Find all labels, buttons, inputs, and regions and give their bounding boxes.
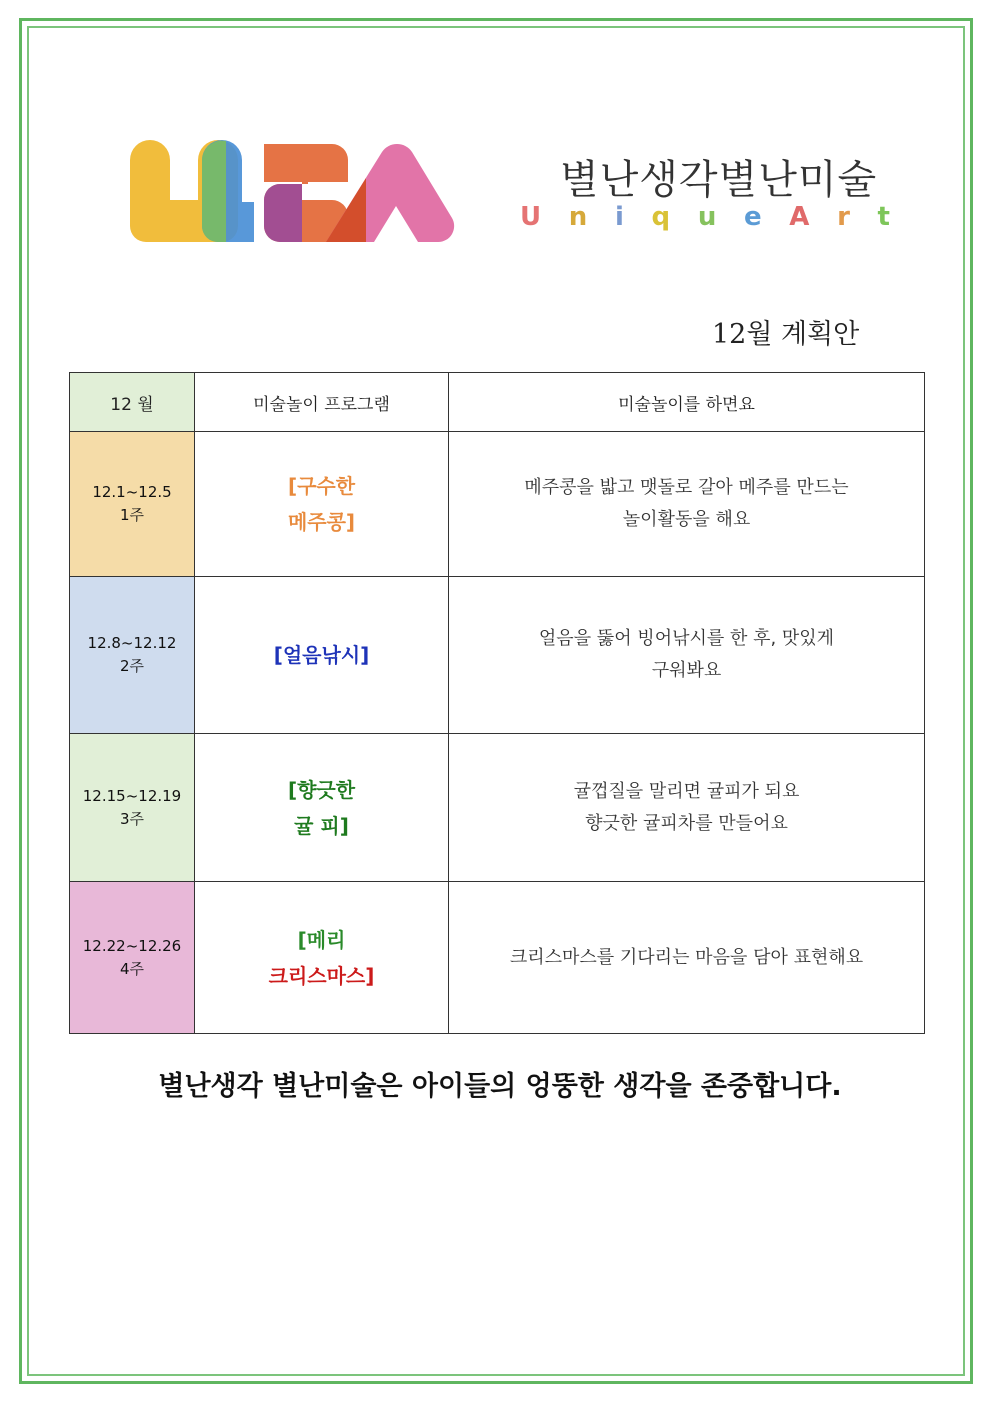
description-line1: 메주콩을 밟고 맷돌로 갈아 메주를 만드는 [524, 477, 849, 498]
description-cell [449, 577, 925, 734]
description-cell [449, 734, 925, 882]
description-cell [449, 882, 925, 1034]
table-row [70, 577, 925, 734]
brand-subtitle-letter: r [837, 202, 850, 232]
brand-subtitle-letter: i [614, 202, 624, 232]
description-line1: 귤껍질을 말리면 귤피가 되요 [573, 780, 800, 802]
table-header-row [70, 373, 925, 432]
description-cell [449, 432, 925, 577]
week-number: 1주 [119, 506, 145, 524]
description-line1: 크리스마스를 기다리는 마음을 담아 표현해요 [509, 946, 864, 968]
brand-subtitle-letter: e [743, 202, 762, 232]
week-cell [70, 882, 195, 1034]
brand-name: 별난생각별난미술 [560, 157, 878, 203]
week-dates: 12.8~12.12 [87, 634, 177, 652]
table-row [70, 734, 925, 882]
week-dates: 12.15~12.19 [82, 786, 182, 805]
week-dates: 12.22~12.26 [82, 936, 182, 955]
plan-title: 12월 계획안 [712, 319, 860, 350]
program-cell [195, 577, 449, 734]
description-line1: 얼음을 뚫어 빙어낚시를 한 후, 맛있게 [538, 628, 835, 649]
week-number: 3주 [119, 809, 145, 828]
program-name-line1: [얼음낚시] [273, 643, 370, 667]
brand-subtitle-letter: t [877, 202, 890, 232]
brand-subtitle-letter: U [520, 202, 542, 232]
description-line2: 놀이활동을 해요 [622, 509, 751, 530]
brand-subtitle-letter: A [789, 202, 810, 232]
program-name-line2: 메주콩] [287, 510, 356, 534]
brand-subtitle [520, 200, 890, 234]
brand-subtitle-letter: u [697, 202, 717, 232]
program-name-line1: [향긋한 [287, 777, 356, 802]
footer-note: 별난생각 별난미술은 아이들의 엉뚱한 생각을 존중합니다. [158, 1071, 842, 1102]
week-cell [70, 734, 195, 882]
header-month: 12 월 [70, 373, 195, 432]
program-cell [195, 882, 449, 1034]
week-dates: 12.1~12.5 [92, 483, 172, 501]
table-row [70, 432, 925, 577]
table-row [70, 882, 925, 1034]
program-name-line2: 귤 피] [294, 813, 349, 838]
description-line2: 구워봐요 [651, 660, 722, 681]
week-cell [70, 577, 195, 734]
week-number: 2주 [119, 657, 145, 675]
monthly-plan-table [69, 372, 925, 1034]
program-name-line2: 크리스마스] [268, 963, 375, 988]
week-cell [70, 432, 195, 577]
week-number: 4주 [119, 959, 145, 978]
brand-subtitle-letter: n [568, 202, 588, 232]
program-name-line1: [구수한 [287, 474, 356, 498]
header-description: 미술놀이를 하면요 [449, 373, 925, 432]
brand-subtitle-letter: q [651, 202, 671, 232]
ulsa-logo [126, 138, 458, 246]
description-line2: 향긋한 귤피차를 만들어요 [585, 812, 788, 834]
program-name-line1: [메리 [297, 927, 346, 952]
program-cell [195, 734, 449, 882]
program-cell [195, 432, 449, 577]
header-program: 미술놀이 프로그램 [195, 373, 449, 432]
